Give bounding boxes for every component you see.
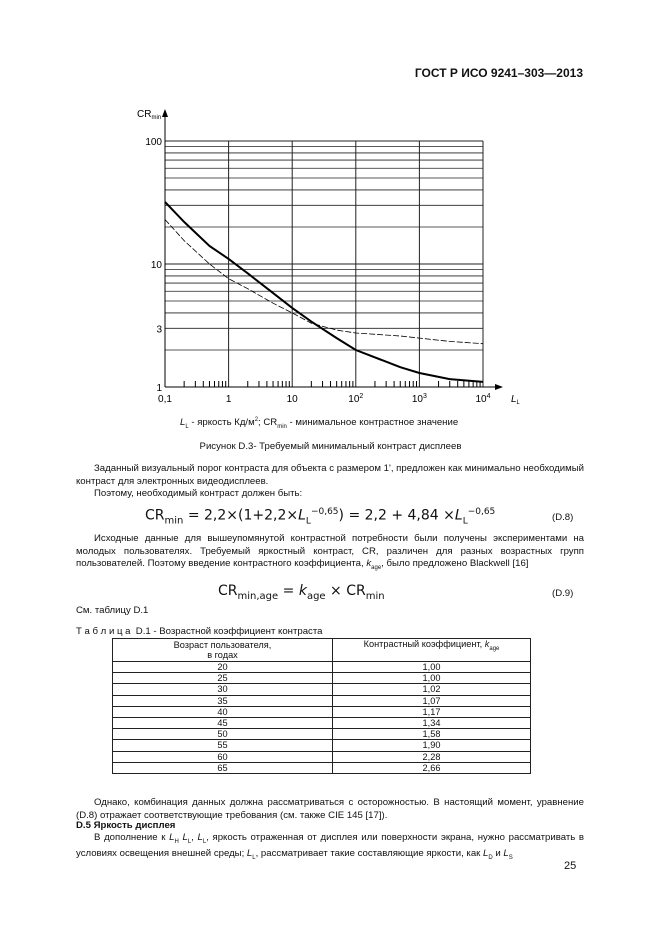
- p5-b: ,: [191, 832, 198, 843]
- eq1-lhs: CR: [145, 507, 165, 524]
- document-header: ГОСТ Р ИСО 9241–303—2013: [414, 66, 583, 80]
- coefficient-cell: 2,66: [333, 762, 531, 773]
- figure-caption: Рисунок D.3- Требуемый минимальный контраст дисплеев: [199, 441, 462, 452]
- paragraph-3-k: k: [366, 558, 372, 569]
- legend-symbol-sub: L: [185, 424, 189, 431]
- x-tick-exponent: 4: [486, 393, 491, 400]
- p5-ll3: L: [246, 848, 253, 860]
- p5-ll2: L: [197, 832, 203, 843]
- y-tick-label: 1: [156, 383, 162, 394]
- table-row: [113, 673, 531, 684]
- eq2-k: k: [298, 583, 307, 599]
- equation-d9: [218, 583, 385, 602]
- table-row: [113, 695, 531, 706]
- age-coefficient-table: [112, 638, 531, 774]
- coefficient-cell: 1,90: [333, 740, 531, 751]
- p5-a: В дополнение к: [94, 832, 170, 843]
- x-axis-label: $L_L$: [511, 394, 520, 406]
- eq2-rhs-sub: min: [365, 590, 385, 602]
- age-cell: 35: [113, 695, 333, 706]
- table-header-k: k: [484, 639, 490, 649]
- table-row: [113, 717, 531, 728]
- table-header-ksub: age: [489, 645, 500, 652]
- table-row: [113, 751, 531, 762]
- see-table: См. таблицу D.1: [76, 605, 149, 616]
- eq1-var-b-sub: L: [462, 516, 468, 527]
- p5-c: , яркость отраженная от дисплея или поверхности экрана, нужно рассматривать в условиях освещения внешней среды;: [76, 832, 584, 860]
- age-cell: 55: [113, 740, 333, 751]
- p5-e: и: [492, 848, 504, 860]
- coefficient-cell: 1,00: [333, 673, 531, 684]
- coefficient-cell: 1,58: [333, 729, 531, 740]
- eq2-eq: =: [278, 583, 299, 599]
- eq2-lhs-sub: min,age: [237, 590, 279, 602]
- eq1-var-b: L: [454, 507, 463, 524]
- age-cell: 50: [113, 729, 333, 740]
- age-cell: 25: [113, 673, 333, 684]
- x-tick-label: $10^3$: [411, 393, 427, 405]
- p5-ld-sub: D: [488, 855, 493, 862]
- p5-lh-sub: H: [174, 838, 179, 845]
- coefficient-cell: 2,28: [333, 751, 531, 762]
- x-tick-label: $10^4$: [475, 393, 491, 405]
- x-tick-label: 0,1: [158, 394, 172, 405]
- table-title: Т а б л и ц а D.1 - Возрастной коэффициент контраста: [76, 626, 323, 637]
- y-tick-label: 100: [145, 137, 162, 148]
- x-axis-arrow: [495, 384, 503, 390]
- table-row: [113, 740, 531, 751]
- x-tick-exponent: 2: [359, 393, 364, 400]
- x-tick-label: 1: [225, 394, 232, 405]
- paragraph-3-ksub: age: [371, 564, 382, 571]
- p5-ll-sub: L: [187, 838, 192, 845]
- paragraph-4: Однако, комбинация данных должна рассматриваться с осторожностью. В настоящий момент, уравнение (D.8) отражает соответствующие требования (см. также CIE 145 [17]).: [76, 797, 584, 821]
- legend-sup: 2: [254, 417, 259, 423]
- legend-symbol: L: [180, 417, 186, 429]
- p5-ld: L: [483, 848, 489, 860]
- table-row: [113, 684, 531, 695]
- age-cell: 40: [113, 706, 333, 717]
- y-axis-arrow: [162, 109, 168, 117]
- age-cell: 60: [113, 751, 333, 762]
- section-heading: D.5 Яркость дисплея: [76, 820, 176, 831]
- coefficient-cell: 1,17: [333, 706, 531, 717]
- table-body: [113, 662, 531, 774]
- coefficient-cell: 1,02: [333, 684, 531, 695]
- x-axis-label-sub: L: [516, 400, 520, 406]
- y-axis-label: $CR_{min}$: [137, 109, 162, 121]
- eq2-k-sub: age: [306, 590, 326, 602]
- coefficient-cell: 1,34: [333, 717, 531, 728]
- equation-d9-number: (D.9): [552, 588, 574, 599]
- eq1-exp-a: −0,65: [310, 507, 339, 517]
- p5-d: , рассматривает такие составляющие яркости, как: [255, 848, 484, 860]
- eq1-lhs-sub: min: [164, 515, 184, 527]
- p5-ll2-sub: L: [202, 838, 207, 845]
- legend-sub: min: [277, 424, 287, 431]
- age-cell: 20: [113, 662, 333, 673]
- x-tick-label: 10: [286, 394, 298, 405]
- chart-legend: [180, 417, 458, 430]
- table-row: [113, 729, 531, 740]
- legend-text-2: ; CR: [258, 417, 278, 429]
- series-line-solid: [165, 202, 483, 382]
- paragraph-1: Заданный визуальный порог контраста для объекта с размером 1', предложен как минимально необходимый контраст для электронных видеодисплеев.: [76, 463, 584, 487]
- legend-text-1: - яркость Кд/м: [188, 417, 255, 429]
- table-header-coef-text: Контрастный коэффициент,: [363, 639, 485, 649]
- table-header-age: Возраст пользователя, в годах: [113, 639, 333, 662]
- paragraph-3-text: Исходные данные для вышеупомянутой контрастной потребности были получены экспериментами на молодых пользователях. Требуемый яркостный контраст, CR, различен для разных возрастных групп пользователей. Поэтому введение контрастного коэффициента,: [76, 533, 584, 569]
- y-axis-label-sub: min: [151, 115, 162, 121]
- eq1-mid2: ) = 2,2 + 4,84 ×: [338, 507, 455, 524]
- eq1-var-a: L: [298, 507, 306, 524]
- paragraph-5: [76, 832, 584, 865]
- contrast-chart: [110, 95, 530, 415]
- coefficient-cell: 1,00: [333, 662, 531, 673]
- table-header-coef: [333, 639, 531, 662]
- p5-ls: L: [503, 848, 509, 860]
- paragraph-3: [76, 533, 584, 574]
- table-row: [113, 662, 531, 673]
- p5-ll3-sub: L: [252, 855, 256, 862]
- equation-d8: [145, 507, 495, 526]
- y-tick-label: 10: [150, 260, 162, 271]
- series-line-dashed: [165, 220, 483, 344]
- p5-lh: L: [169, 832, 175, 843]
- x-tick-exponent: 3: [423, 393, 427, 400]
- y-tick-label: 3: [156, 324, 162, 336]
- table-row: [113, 762, 531, 773]
- paragraph-3-end: , было предложено Blackwell [16]: [381, 558, 529, 569]
- legend-text-3: - минимальное контрастное значение: [286, 417, 459, 429]
- age-cell: 45: [113, 717, 333, 728]
- coefficient-cell: 1,07: [333, 695, 531, 706]
- eq1-var-a-sub: L: [305, 516, 311, 527]
- age-cell: 30: [113, 684, 333, 695]
- table-header-row: [113, 639, 531, 662]
- eq2-times: × CR: [325, 583, 366, 599]
- paragraph-2: Поэтому, необходимый контраст должен быть:: [94, 488, 303, 499]
- equation-d8-number: (D.8): [552, 512, 574, 523]
- eq1-mid1: = 2,2×(1+2,2×: [183, 507, 299, 524]
- table-row: [113, 706, 531, 717]
- page-number: 25: [564, 860, 577, 872]
- p5-ll: L: [182, 832, 188, 843]
- age-cell: 65: [113, 762, 333, 773]
- eq1-exp-b: −0,65: [467, 507, 496, 517]
- x-tick-label: $10^2$: [348, 393, 364, 405]
- eq2-lhs: CR: [218, 583, 238, 599]
- p5-ls-sub: S: [508, 855, 513, 862]
